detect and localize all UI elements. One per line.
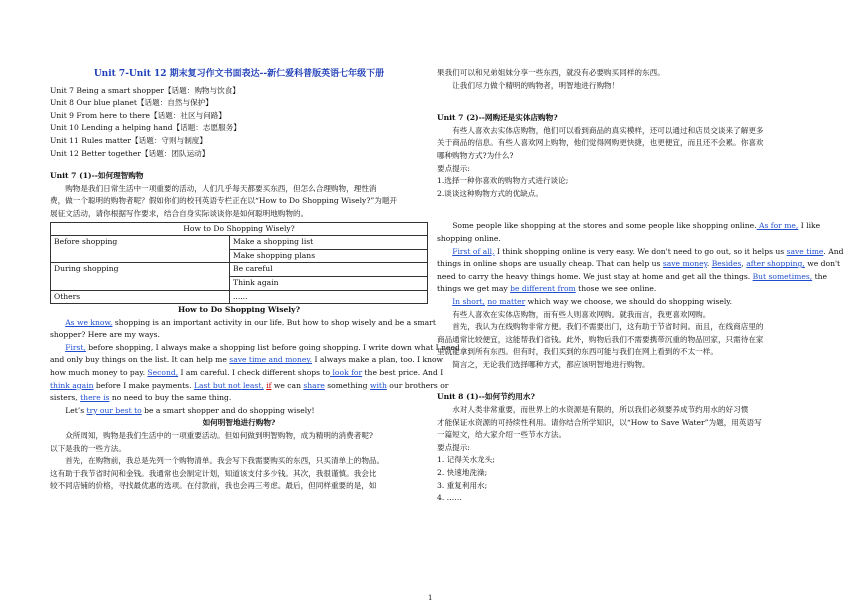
translation-line: 有些人喜欢在实体店购物，而有些人则喜欢网购。就我而言，我更喜欢网购。 <box>452 309 711 319</box>
unit-item: Unit 12 Better together【话题：团队运动】 <box>50 148 210 158</box>
phrase-link[interactable]: First, <box>65 342 86 352</box>
tip-item: 3. 重复利用水; <box>437 480 488 490</box>
prompt-line: 一篇短文，给大家介绍一些节水方法。 <box>437 430 567 440</box>
translation-line: 商品通常比较便宜，这能帮我们省钱。此外，购物后我们不需要携带沉重的物品回家，只需待在家 <box>437 334 764 344</box>
phrase-link[interactable]: think again <box>50 380 94 390</box>
tip-item: 2. 快速地洗澡; <box>437 468 488 478</box>
essay-paragraph <box>50 342 460 405</box>
phrase-link[interactable]: be different from <box>510 284 576 294</box>
phrase-link[interactable]: As for me, <box>756 221 799 231</box>
document-title: Unit 7-Unit 12 期末复习作文书面表达--新仁爱科普版英语七年级下册 <box>93 69 385 79</box>
phrase-link[interactable]: there is <box>80 393 110 403</box>
essay-text: , <box>741 259 747 269</box>
prompt-line: 费，做一个聪明的购物者呢？假如你们的校刊英语专栏正在以“How to Do Shopping Wisely?”为题开 <box>50 196 398 206</box>
table-cell: Make a shopping list <box>230 236 428 250</box>
table-cell-label: Before shopping <box>51 236 230 263</box>
essay-text: the best price. And I <box>362 368 444 378</box>
phrase-link[interactable]: save time <box>786 246 824 256</box>
essay-text: how much money to pay. <box>50 368 148 378</box>
table-header: How to Do Shopping Wisely? <box>51 222 428 236</box>
phrase-link[interactable]: As we know, <box>65 317 113 327</box>
essay-text: I like <box>798 221 821 231</box>
essay-text: and only buy things on the list. It can help me <box>50 355 230 365</box>
essay-text: something <box>324 380 370 390</box>
essay-text: before I make payments. <box>93 380 194 390</box>
essay-text: I am careful. I check different shops to <box>178 368 331 378</box>
phrase-link[interactable]: try our best to <box>86 405 142 415</box>
right-column <box>437 67 844 505</box>
essay-text: before shopping, I always make a shopping list before going shopping. I write down what I need <box>85 342 460 352</box>
section-heading: Unit 7 (1)--如何理智购物 <box>50 171 144 181</box>
translation-line: 首先，我认为在线购物非常方便。我们不需要出门，这有助于节省时间。而且，在线商店里的 <box>452 322 764 332</box>
table-cell: Think again <box>230 276 428 290</box>
essay-paragraph <box>437 246 844 296</box>
table-cell: ...... <box>230 290 428 304</box>
section-heading: Unit 8 (1)--如何节约用水? <box>437 392 535 402</box>
tip-item: 4. …… <box>437 493 462 503</box>
unit-item: Unit 11 Rules matter【话题：守则与制度】 <box>50 135 207 145</box>
phrase-link-red[interactable]: if <box>266 380 272 390</box>
essay-text: I think shopping online is very easy. We don't need to go out, so it helps us <box>494 246 787 256</box>
table-cell-label: Others <box>51 290 230 304</box>
essay-text: no need to buy the same thing. <box>109 393 232 403</box>
essay-paragraph <box>50 405 428 418</box>
essay-text: shopper? Here are my ways. <box>50 330 160 340</box>
essay-text: our brothers or <box>386 380 449 390</box>
essay-text: Let’s <box>65 405 87 415</box>
prompt-line: 水对人类非常重要，而世界上的水资源是有限的，所以我们必须要养成节约用水的好习惯 <box>452 405 749 415</box>
essay-paragraph <box>50 317 436 342</box>
translation-line: 众所周知，购物是我们生活中的一项重要活动。但如何做到明智购物，成为精明的消费者呢? <box>65 431 374 441</box>
essay-text: which way we choose, we should do shopping wisely. <box>525 296 732 306</box>
unit-item: Unit 8 Our blue planet【话题：自然与保护】 <box>50 98 213 108</box>
tips-label: 要点提示: <box>437 163 470 173</box>
translation-line: 让我们尽力做个精明的购物者，明智地进行购物！ <box>452 80 620 90</box>
phrase-link[interactable]: Last but not least, <box>193 380 264 390</box>
phrase-link[interactable]: save money <box>662 259 707 269</box>
prompt-line: 哪种购物方式?为什么? <box>437 150 514 160</box>
phrase-link[interactable]: look for <box>330 368 363 378</box>
phrase-link[interactable]: Besides <box>711 259 742 269</box>
essay-text: sisters, <box>50 393 81 403</box>
tips-label: 要点提示: <box>437 442 470 452</box>
prompt-line: 展征文活动，请你根据写作要求，结合自身实际谈谈你是如何聪明地购物的。 <box>50 208 309 218</box>
prompt-line: 有些人喜欢去实体店购物，他们可以看到商品的真实模样，还可以通过和店员交谈来了解更多 <box>452 125 764 135</box>
essay-text: those we see online. <box>575 284 657 294</box>
essay-text: Some people like shopping at the stores and some people like shopping online. <box>452 221 757 231</box>
translation-line: 果我们可以和兄弟姐妹分享一些东西，就没有必要购买同样的东西。 <box>437 68 665 77</box>
phrase-link[interactable]: First of all, <box>452 246 495 256</box>
table-cell-label: During shopping <box>51 263 230 290</box>
essay-text: be a smart shopper and do shopping wisely! <box>141 405 315 415</box>
tip-item: 2.谈谈这种购物方式的优缺点。 <box>437 188 543 198</box>
phrase-link[interactable]: save time and money. <box>229 355 313 365</box>
unit-item: Unit 9 From here to there【话题：社区与问路】 <box>50 110 226 120</box>
translation-line: 这有助于我节省时间和金钱。我通常也会制定计划，知道该支付多少钱。其次，我很谨慎。我会比 <box>50 468 377 478</box>
translation-line: 简言之，无论我们选择哪种方式，都应该明智地进行购物。 <box>452 359 650 369</box>
phrase-link[interactable]: no matter <box>487 296 526 306</box>
phrase-link[interactable]: after shopping, <box>746 259 805 269</box>
translation-line: 首先，在购物前，我总是先列一个购物清单。我会写下我需要购买的东西，只买清单上的物品。 <box>65 456 385 466</box>
translation-title: 如何明智地进行购物? <box>202 418 276 428</box>
phrase-link[interactable]: with <box>369 380 387 390</box>
translation-line: 以下是我的一些方法。 <box>50 443 126 453</box>
essay-text: . <box>706 259 712 269</box>
essay-text: we don't <box>804 259 841 269</box>
phrase-link[interactable]: Second, <box>147 368 179 378</box>
essay-text: the <box>812 271 828 281</box>
tip-item: 1.选择一种你喜欢的购物方式进行谈论; <box>437 176 569 186</box>
unit-item: Unit 7 Being a smart shopper【话题：购物与饮食】 <box>50 85 240 95</box>
prompt-line: 关于商品的信息。有些人喜欢网上购物，他们觉得网购更快捷，也更便宜，而且还不会累。你喜欢 <box>437 138 764 148</box>
essay-text: shopping online. <box>437 233 501 243</box>
essay-text: shopping is an important activity in our life. But how to shop wisely and be a smart <box>112 317 436 327</box>
essay-text: . And <box>823 246 844 256</box>
prompt-line: 购物是我们日常生活中一项重要的活动，人们几乎每天都要买东西，但怎么合理购物，理性消 <box>65 183 377 193</box>
phrase-link[interactable]: But sometimes, <box>752 271 813 281</box>
phrase-link[interactable]: In short, <box>452 296 485 306</box>
table-cell: Be careful <box>230 263 428 277</box>
prompt-line: 才能保证水资源的可持续性利用。请你结合所学知识，以“How to Save Water”为题，用英语写 <box>437 417 762 427</box>
unit-list <box>50 85 428 161</box>
essay-text: we can <box>271 380 304 390</box>
essay-text: I always make a plan, too. I know <box>312 355 444 365</box>
tip-item: 1. 记得关水龙头; <box>437 455 495 465</box>
essay-text: things in online shops are usually cheap. That can help us <box>437 259 663 269</box>
translation-line: 里就能拿到所有东西。但有时，我们买到的东西可能与我们在网上看到的不太一样。 <box>437 347 718 357</box>
essay-title: How to Do Shopping Wisely? <box>177 305 301 315</box>
essay-paragraph <box>437 220 821 245</box>
essay-text: need to carry the heavy things home. We just stay at home and get all the things. <box>437 271 753 281</box>
phrase-link[interactable]: share <box>303 380 325 390</box>
table-cell: Make shopping plans <box>230 249 428 263</box>
unit-item: Unit 10 Lending a helping hand【话题：志愿服务】 <box>50 123 241 133</box>
outline-table <box>50 222 428 305</box>
essay-text: things we get may <box>437 284 511 294</box>
essay-paragraph <box>437 296 810 309</box>
page-number: 1 <box>428 594 433 602</box>
translation-line: 较不同店铺的价格，寻找最优惠的选项。在付款前，我也会再三考虑。最后，但同样重要的是，如 <box>50 481 377 491</box>
section-heading: Unit 7 (2)--网购还是实体店购物? <box>437 113 558 123</box>
